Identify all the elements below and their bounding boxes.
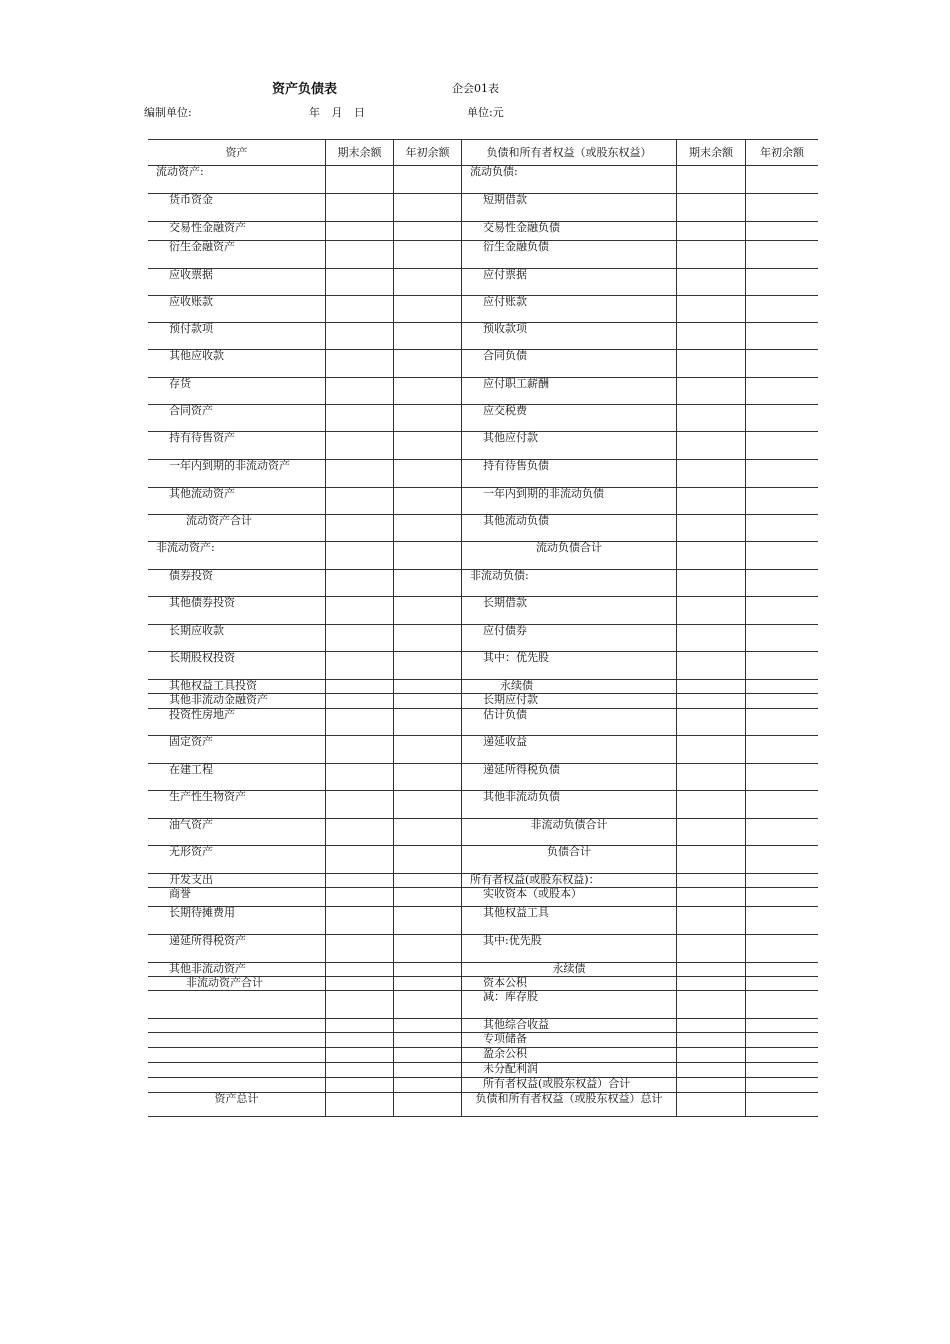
asset-item-label: 流动资产合计 — [186, 514, 252, 527]
begin-balance-cell — [745, 709, 818, 735]
table-row — [148, 990, 818, 1018]
begin-balance-cell — [393, 460, 462, 487]
table-row — [148, 873, 818, 887]
end-balance-cell — [677, 694, 745, 708]
asset-item-label: 其他债券投资 — [169, 596, 235, 609]
asset-item-label: 长期应收款 — [169, 624, 224, 637]
liability-item-label: 应付债券 — [462, 625, 677, 651]
end-balance-cell — [677, 323, 745, 349]
end-balance-cell — [325, 680, 393, 693]
asset-item-label: 其他非流动金融资产 — [169, 693, 268, 706]
end-balance-cell — [325, 819, 393, 845]
end-balance-cell — [677, 991, 745, 1018]
asset-item-label: 在建工程 — [169, 763, 213, 776]
end-balance-cell — [325, 166, 393, 193]
begin-balance-cell — [745, 764, 818, 790]
end-balance-cell — [325, 488, 393, 514]
liability-item-label: 减：库存股 — [462, 991, 677, 1018]
end-balance-cell — [325, 432, 393, 459]
begin-balance-cell — [745, 1019, 818, 1032]
asset-item-label: 其他权益工具投资 — [169, 679, 257, 692]
begin-balance-cell — [393, 405, 462, 431]
begin-balance-cell — [745, 296, 818, 322]
asset-item-label: 固定资产 — [169, 735, 213, 748]
begin-balance-cell — [745, 652, 818, 679]
end-balance-cell — [325, 736, 393, 763]
begin-balance-cell — [393, 166, 462, 193]
end-balance-cell — [325, 378, 393, 404]
begin-balance-cell — [745, 819, 818, 845]
end-balance-cell — [677, 597, 745, 624]
end-balance-cell — [325, 350, 393, 377]
table-row — [148, 845, 818, 873]
liability-item-label: 应付票据 — [462, 269, 677, 295]
date-label: 年 月 日 — [309, 106, 365, 119]
liability-item-label: 其中：优先股 — [462, 652, 677, 679]
begin-balance-cell — [393, 694, 462, 708]
asset-item-label: 长期股权投资 — [169, 651, 235, 664]
end-balance-cell — [325, 888, 393, 906]
begin-balance-cell — [393, 1078, 462, 1092]
begin-balance-cell — [745, 694, 818, 708]
liability-item-label: 非流动负债: — [462, 570, 677, 596]
end-balance-cell — [325, 269, 393, 295]
table-row — [148, 1092, 818, 1117]
balance-sheet-table — [148, 139, 818, 1117]
liability-item-label: 所有者权益(或股东权益）合计 — [462, 1078, 677, 1092]
begin-balance-cell — [745, 963, 818, 976]
liability-item-label: 流动负债: — [462, 166, 677, 193]
end-balance-cell — [677, 488, 745, 514]
begin-balance-cell — [393, 991, 462, 1018]
begin-balance-cell — [745, 846, 818, 873]
begin-balance-cell — [745, 597, 818, 624]
unit-label: 编制单位: — [144, 106, 192, 119]
end-balance-cell — [677, 680, 745, 693]
begin-balance-cell — [745, 241, 818, 268]
begin-balance-cell — [393, 652, 462, 679]
begin-balance-cell — [745, 977, 818, 990]
begin-balance-cell — [393, 680, 462, 693]
asset-item-label: 投资性房地产 — [169, 708, 235, 721]
liability-item-label: 长期应付款 — [462, 694, 677, 708]
page-title: 资产负债表 — [272, 82, 338, 97]
form-code: 企会01表 — [452, 82, 499, 95]
asset-item-label: 债券投资 — [169, 569, 213, 582]
asset-item-label: 资产总计 — [214, 1092, 259, 1105]
begin-balance-cell — [393, 597, 462, 624]
begin-balance-cell — [745, 874, 818, 887]
liability-item-label: 负债合计 — [462, 846, 677, 873]
liability-item-label: 短期借款 — [462, 194, 677, 221]
table-row — [148, 624, 818, 651]
table-row — [148, 514, 818, 541]
begin-balance-cell — [393, 515, 462, 541]
end-balance-cell — [325, 1033, 393, 1047]
begin-balance-cell — [745, 680, 818, 693]
liability-item-label: 负债和所有者权益（或股东权益）总计 — [462, 1093, 677, 1116]
end-balance-cell — [325, 542, 393, 569]
end-balance-cell — [677, 1033, 745, 1047]
end-balance-cell — [325, 1048, 393, 1062]
end-balance-cell — [677, 405, 745, 431]
table-row — [148, 976, 818, 990]
table-row — [148, 349, 818, 377]
begin-balance-cell — [393, 488, 462, 514]
asset-item-label: 开发支出 — [169, 873, 213, 886]
table-row — [148, 790, 818, 818]
end-balance-cell — [325, 846, 393, 873]
table-row — [148, 596, 818, 624]
end-balance-cell — [677, 819, 745, 845]
end-balance-cell — [677, 269, 745, 295]
end-balance-cell — [677, 222, 745, 240]
end-balance-cell — [677, 432, 745, 459]
liability-item-label: 其他流动负债 — [462, 515, 677, 541]
table-row — [148, 459, 818, 487]
end-balance-cell — [325, 194, 393, 221]
asset-item-label: 其他流动资产 — [169, 487, 235, 500]
begin-balance-cell — [393, 222, 462, 240]
asset-item-label: 持有待售资产 — [169, 431, 235, 444]
asset-item-label: 衍生金融资产 — [169, 240, 235, 253]
begin-balance-cell — [393, 269, 462, 295]
asset-item-label: 生产性生物资产 — [169, 790, 246, 803]
table-row — [148, 906, 818, 934]
table-row — [148, 934, 818, 962]
asset-item-label: 合同资产 — [169, 404, 213, 417]
end-balance-cell — [677, 977, 745, 990]
begin-balance-cell — [745, 1093, 818, 1116]
begin-balance-cell — [745, 935, 818, 962]
table-row — [148, 693, 818, 708]
begin-balance-cell — [393, 542, 462, 569]
asset-item-label: 非流动资产: — [156, 541, 215, 554]
end-balance-cell — [325, 625, 393, 651]
asset-item-label: 长期待摊费用 — [169, 906, 235, 919]
begin-balance-cell — [745, 432, 818, 459]
col-header-begin-balance: 年初余额 — [393, 140, 462, 165]
end-balance-cell — [677, 764, 745, 790]
end-balance-cell — [325, 296, 393, 322]
asset-item-label — [148, 1048, 325, 1062]
begin-balance-cell — [393, 1048, 462, 1062]
liability-item-label: 一年内到期的非流动负债 — [462, 488, 677, 514]
end-balance-cell — [677, 888, 745, 906]
liability-item-label: 其他非流动负债 — [462, 791, 677, 818]
begin-balance-cell — [393, 194, 462, 221]
table-row — [148, 708, 818, 735]
begin-balance-cell — [393, 1033, 462, 1047]
liability-item-label: 其他综合收益 — [462, 1019, 677, 1032]
end-balance-cell — [325, 323, 393, 349]
asset-item-label — [148, 1078, 325, 1092]
asset-item-label: 递延所得税资产 — [169, 934, 246, 947]
end-balance-cell — [677, 652, 745, 679]
table-row — [148, 541, 818, 569]
table-row — [148, 962, 818, 976]
begin-balance-cell — [745, 625, 818, 651]
begin-balance-cell — [393, 935, 462, 962]
end-balance-cell — [325, 1063, 393, 1077]
begin-balance-cell — [745, 323, 818, 349]
begin-balance-cell — [393, 1019, 462, 1032]
liability-item-label: 交易性金融负债 — [462, 222, 677, 240]
asset-item-label: 应收账款 — [169, 295, 213, 308]
asset-item-label: 一年内到期的非流动资产 — [169, 459, 290, 472]
table-row — [148, 431, 818, 459]
table-row — [148, 322, 818, 349]
begin-balance-cell — [745, 515, 818, 541]
end-balance-cell — [677, 1063, 745, 1077]
end-balance-cell — [677, 1019, 745, 1032]
table-row — [148, 818, 818, 845]
asset-item-label — [148, 1019, 325, 1032]
end-balance-cell — [677, 296, 745, 322]
begin-balance-cell — [393, 709, 462, 735]
end-balance-cell — [325, 1093, 393, 1116]
liability-item-label: 递延收益 — [462, 736, 677, 763]
begin-balance-cell — [745, 269, 818, 295]
liability-item-label: 流动负债合计 — [462, 542, 677, 569]
begin-balance-cell — [745, 570, 818, 596]
begin-balance-cell — [745, 1063, 818, 1077]
end-balance-cell — [677, 542, 745, 569]
end-balance-cell — [677, 1078, 745, 1092]
end-balance-cell — [677, 378, 745, 404]
end-balance-cell — [677, 963, 745, 976]
end-balance-cell — [325, 764, 393, 790]
begin-balance-cell — [393, 874, 462, 887]
asset-item-label — [148, 991, 325, 1018]
begin-balance-cell — [393, 1093, 462, 1116]
begin-balance-cell — [745, 1033, 818, 1047]
end-balance-cell — [325, 570, 393, 596]
begin-balance-cell — [393, 323, 462, 349]
liability-item-label: 递延所得税负债 — [462, 764, 677, 790]
begin-balance-cell — [393, 963, 462, 976]
liability-item-label: 预收款项 — [462, 323, 677, 349]
begin-balance-cell — [393, 378, 462, 404]
table-row — [148, 487, 818, 514]
begin-balance-cell — [393, 819, 462, 845]
end-balance-cell — [325, 963, 393, 976]
begin-balance-cell — [393, 625, 462, 651]
begin-balance-cell — [745, 222, 818, 240]
end-balance-cell — [677, 1048, 745, 1062]
asset-item-label: 流动资产: — [156, 165, 204, 178]
table-row — [148, 295, 818, 322]
col-header-begin-balance-2: 年初余额 — [745, 140, 818, 165]
liability-item-label: 所有者权益(或股东权益)： — [462, 874, 677, 887]
end-balance-cell — [677, 709, 745, 735]
asset-item-label: 预付款项 — [169, 322, 213, 335]
end-balance-cell — [325, 1078, 393, 1092]
end-balance-cell — [677, 1093, 745, 1116]
currency-label: 单位:元 — [467, 106, 504, 119]
col-header-assets: 资产 — [225, 146, 248, 159]
end-balance-cell — [325, 791, 393, 818]
table-row — [148, 679, 818, 693]
begin-balance-cell — [745, 1048, 818, 1062]
table-row — [148, 404, 818, 431]
table-row — [148, 651, 818, 679]
asset-item-label: 货币资金 — [169, 193, 213, 206]
liability-item-label: 未分配利润 — [462, 1063, 677, 1077]
asset-item-label: 商誉 — [169, 887, 191, 900]
table-row — [148, 268, 818, 295]
liability-item-label: 长期借款 — [462, 597, 677, 624]
begin-balance-cell — [745, 488, 818, 514]
table-row — [148, 763, 818, 790]
begin-balance-cell — [393, 888, 462, 906]
begin-balance-cell — [745, 378, 818, 404]
liability-item-label: 其他应付款 — [462, 432, 677, 459]
begin-balance-cell — [393, 791, 462, 818]
end-balance-cell — [677, 791, 745, 818]
asset-item-label: 油气资产 — [169, 818, 213, 831]
end-balance-cell — [677, 194, 745, 221]
asset-item-label: 无形资产 — [169, 845, 213, 858]
asset-item-label — [148, 1063, 325, 1077]
end-balance-cell — [677, 570, 745, 596]
end-balance-cell — [325, 515, 393, 541]
table-row — [148, 221, 818, 240]
end-balance-cell — [325, 991, 393, 1018]
table-row — [148, 1032, 818, 1047]
col-header-end-balance-2: 期末余额 — [689, 146, 733, 159]
liability-item-label: 估计负债 — [462, 709, 677, 735]
asset-item-label: 非流动资产合计 — [186, 976, 263, 989]
end-balance-cell — [677, 460, 745, 487]
col-header-liabilities: 负债和所有者权益（或股东权益） — [462, 140, 677, 165]
liability-item-label: 永续债 — [462, 963, 677, 976]
end-balance-cell — [677, 241, 745, 268]
end-balance-cell — [677, 350, 745, 377]
table-row — [148, 377, 818, 404]
end-balance-cell — [325, 977, 393, 990]
begin-balance-cell — [393, 296, 462, 322]
end-balance-cell — [677, 874, 745, 887]
end-balance-cell — [325, 652, 393, 679]
end-balance-cell — [325, 907, 393, 934]
begin-balance-cell — [393, 764, 462, 790]
table-row — [148, 165, 818, 193]
liability-item-label: 实收资本（或股本） — [462, 888, 677, 906]
end-balance-cell — [325, 1019, 393, 1032]
asset-item-label: 其他应收款 — [169, 349, 224, 362]
liability-item-label: 持有待售负债 — [462, 460, 677, 487]
liability-item-label: 其中:优先股 — [462, 935, 677, 962]
begin-balance-cell — [745, 542, 818, 569]
table-row — [148, 569, 818, 596]
begin-balance-cell — [393, 1063, 462, 1077]
table-row — [148, 240, 818, 268]
end-balance-cell — [325, 709, 393, 735]
end-balance-cell — [325, 694, 393, 708]
end-balance-cell — [325, 460, 393, 487]
begin-balance-cell — [745, 1078, 818, 1092]
asset-item-label: 存货 — [169, 377, 191, 390]
liability-item-label: 合同负债 — [462, 350, 677, 377]
liability-item-label: 应付账款 — [462, 296, 677, 322]
asset-item-label: 交易性金融资产 — [169, 221, 246, 234]
end-balance-cell — [677, 907, 745, 934]
end-balance-cell — [677, 935, 745, 962]
begin-balance-cell — [745, 405, 818, 431]
begin-balance-cell — [745, 350, 818, 377]
begin-balance-cell — [745, 460, 818, 487]
liability-item-label: 专项储备 — [462, 1033, 677, 1047]
begin-balance-cell — [393, 736, 462, 763]
begin-balance-cell — [393, 350, 462, 377]
liability-item-label: 非流动负债合计 — [462, 819, 677, 845]
liability-item-label: 其他权益工具 — [462, 907, 677, 934]
begin-balance-cell — [393, 846, 462, 873]
begin-balance-cell — [745, 166, 818, 193]
end-balance-cell — [677, 625, 745, 651]
asset-item-label: 其他非流动资产 — [169, 962, 246, 975]
begin-balance-cell — [393, 570, 462, 596]
table-header-row — [148, 139, 818, 165]
end-balance-cell — [677, 736, 745, 763]
begin-balance-cell — [393, 977, 462, 990]
end-balance-cell — [325, 597, 393, 624]
table-row — [148, 193, 818, 221]
table-row — [148, 735, 818, 763]
begin-balance-cell — [393, 432, 462, 459]
end-balance-cell — [677, 166, 745, 193]
begin-balance-cell — [745, 991, 818, 1018]
begin-balance-cell — [745, 791, 818, 818]
begin-balance-cell — [393, 907, 462, 934]
liability-item-label: 永续债 — [462, 680, 677, 693]
col-header-end-balance: 期末余额 — [325, 140, 393, 165]
begin-balance-cell — [745, 194, 818, 221]
liability-item-label: 衍生金融负债 — [462, 241, 677, 268]
liability-item-label: 应交税费 — [462, 405, 677, 431]
table-row — [148, 1077, 818, 1092]
end-balance-cell — [677, 846, 745, 873]
liability-item-label: 资本公积 — [462, 977, 677, 990]
end-balance-cell — [325, 241, 393, 268]
begin-balance-cell — [745, 888, 818, 906]
end-balance-cell — [325, 935, 393, 962]
end-balance-cell — [677, 515, 745, 541]
table-row — [148, 1062, 818, 1077]
liability-item-label: 应付职工薪酬 — [462, 378, 677, 404]
asset-item-label — [148, 1033, 325, 1047]
table-row — [148, 887, 818, 906]
end-balance-cell — [325, 874, 393, 887]
end-balance-cell — [325, 405, 393, 431]
liability-item-label: 盈余公积 — [462, 1048, 677, 1062]
asset-item-label: 应收票据 — [169, 268, 213, 281]
table-row — [148, 1047, 818, 1062]
begin-balance-cell — [745, 907, 818, 934]
end-balance-cell — [325, 222, 393, 240]
begin-balance-cell — [393, 241, 462, 268]
begin-balance-cell — [745, 736, 818, 763]
table-row — [148, 1018, 818, 1032]
